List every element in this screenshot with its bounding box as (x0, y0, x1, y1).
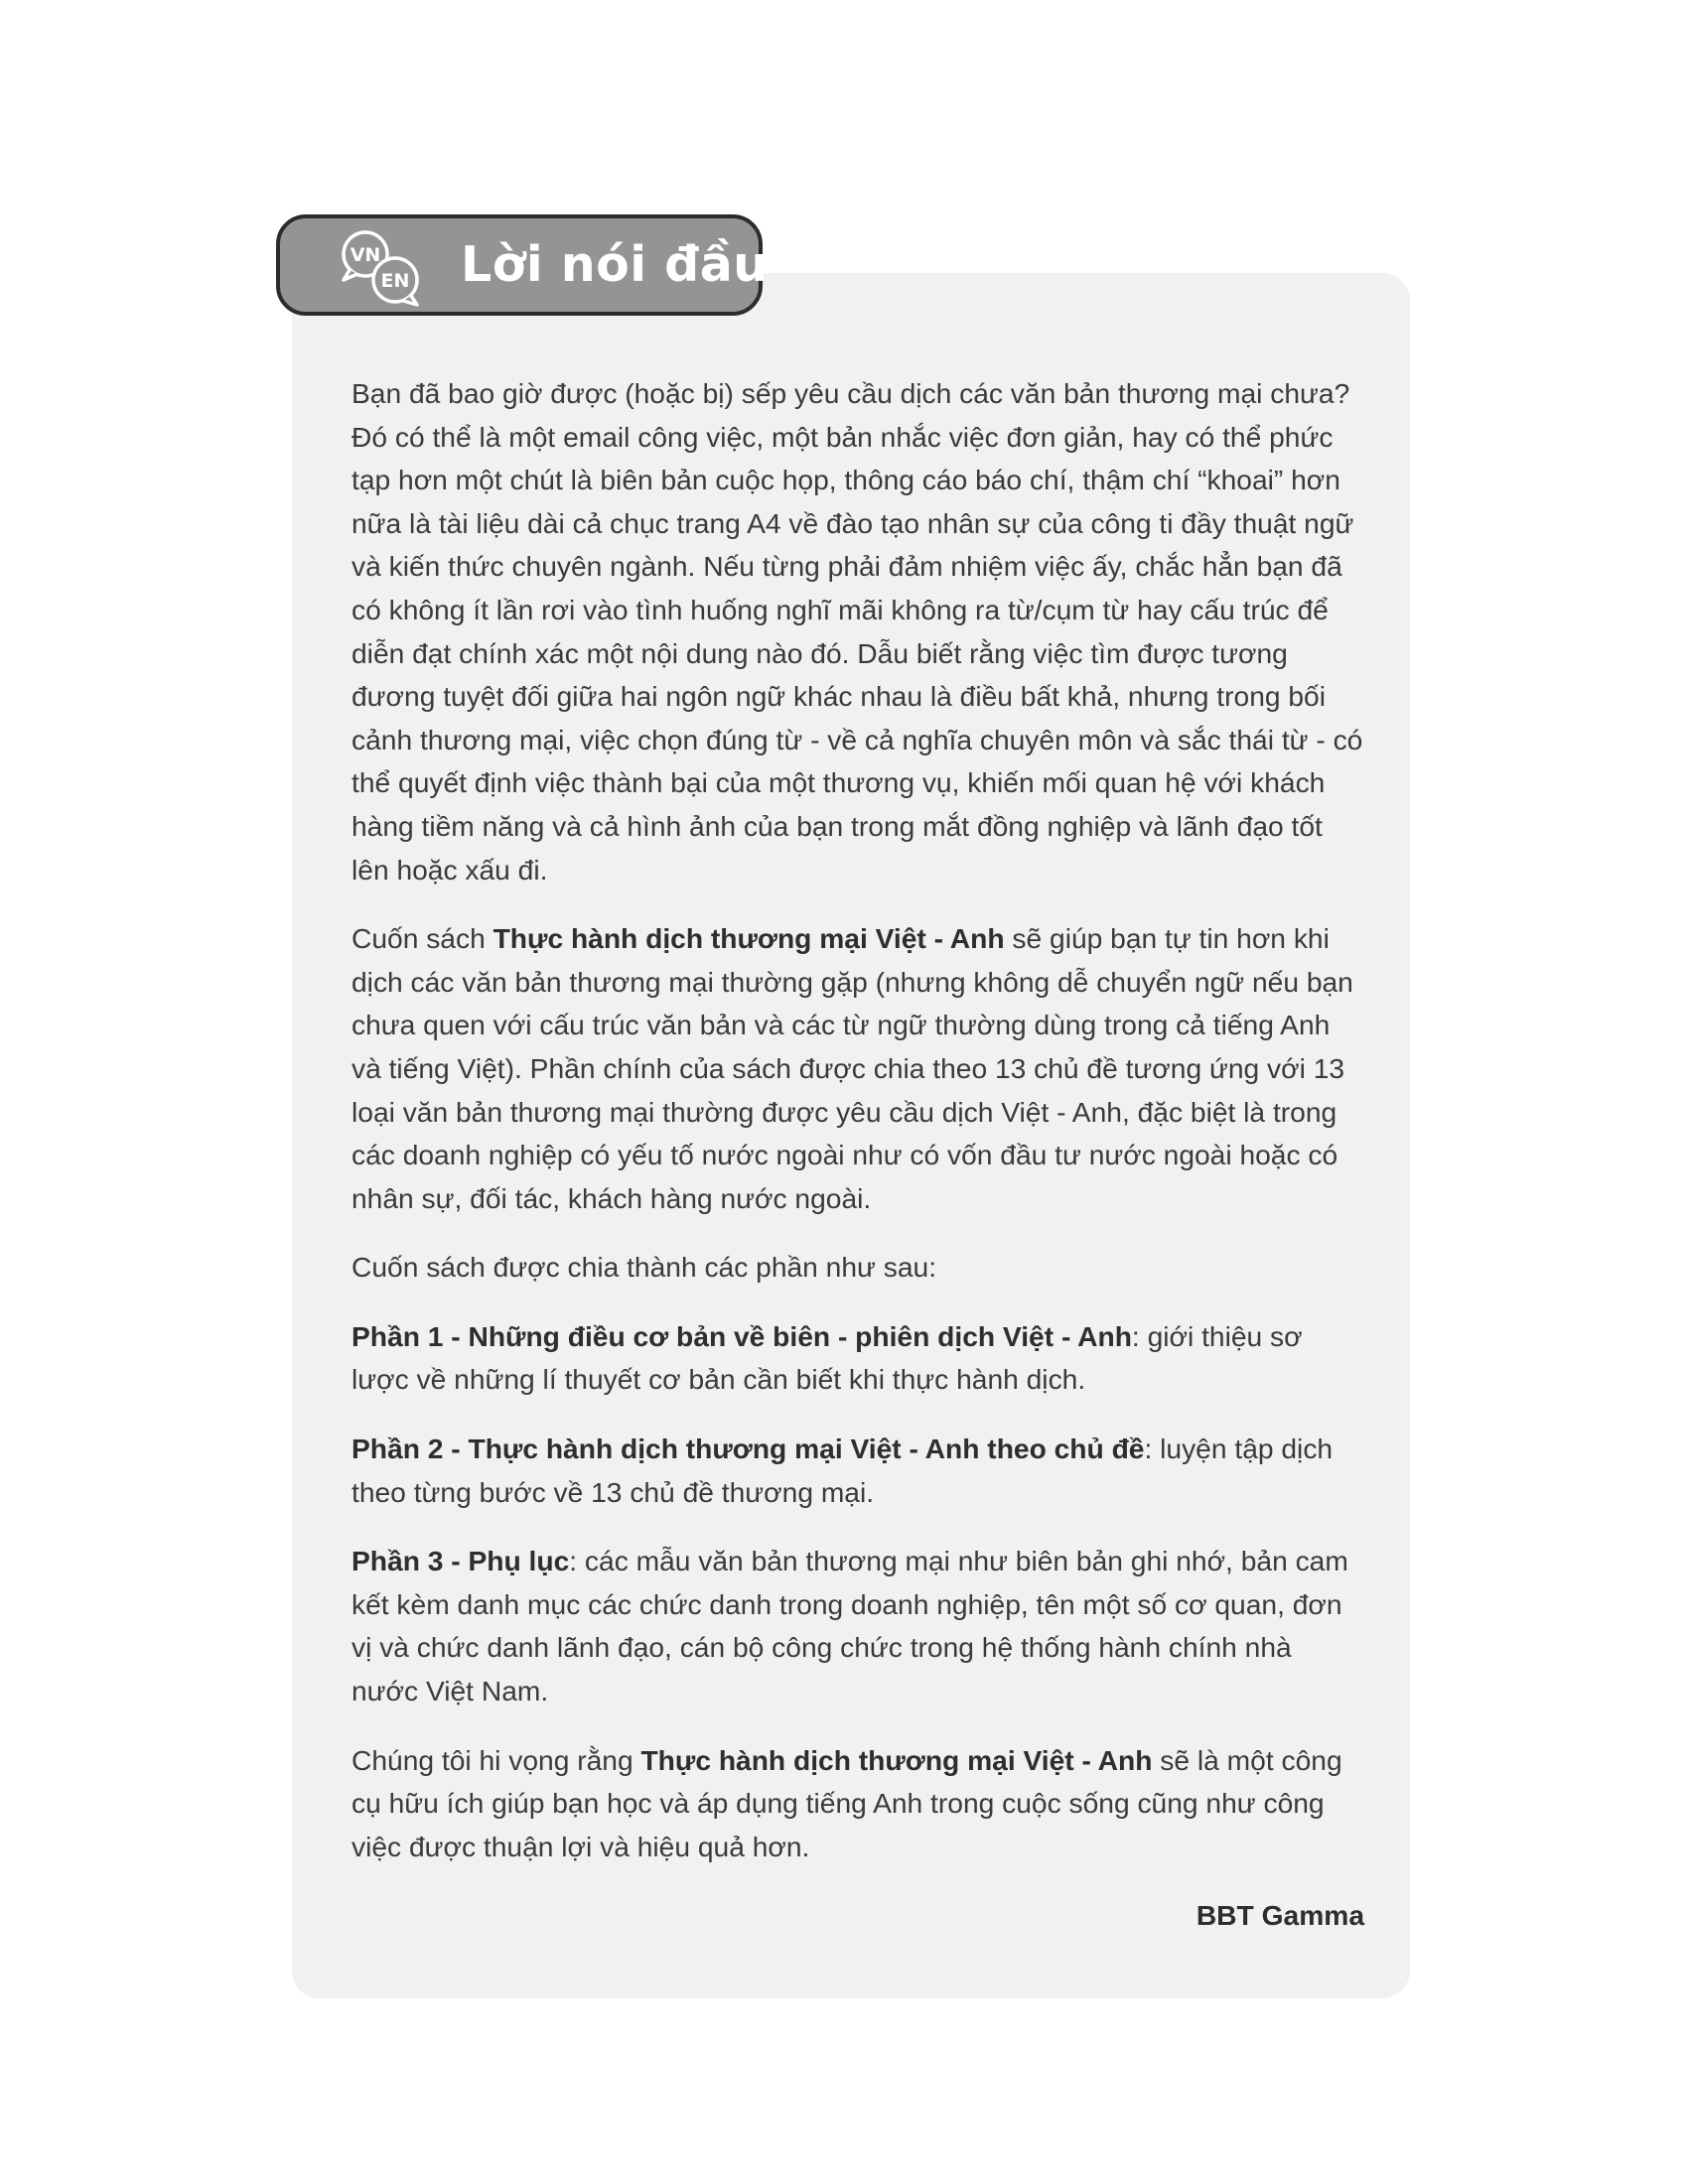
paragraph-closing: Chúng tôi hi vọng rằng Thực hành dịch thương mại Việt - Anh sẽ là một công cụ hữu ích giúp bạn học và áp dụng tiếng Anh trong cuộc sống cũng như công việc được thuận lợi và hiệu quả hơn. (352, 1743, 1342, 1862)
paragraph-part-2: Phần 2 - Thực hành dịch thương mại Việt - Anh theo chủ đề: luyện tập dịch theo từng bước về 13 chủ đề thương mại. (352, 1433, 1334, 1508)
page-title: Lời nói đầu (461, 236, 769, 293)
paragraph-part-3: Phần 3 - Phụ lục: các mẫu văn bản thương mại như biên bản ghi nhớ, bản cam kết kèm danh mục các chức danh trong doanh nghiệp, tên một số cơ quan, đơn vị và chức danh lãnh đạo, cán bộ công chức trong hệ thống hành chính nhà nước Việt Nam. (352, 1545, 1348, 1707)
paragraph-part-1: Phần 1 - Những điều cơ bản về biên - phiên dịch Việt - Anh: giới thiệu sơ lược về những lí thuyết cơ bản cần biết khi thực hành dịch. (352, 1319, 1303, 1396)
preface-body (352, 372, 1364, 1938)
book-title: Thực hành dịch thương mại Việt - Anh (640, 1743, 1153, 1776)
part-1-title: Phần 1 - Những điều cơ bản về biên - phiên dịch Việt - Anh (352, 1319, 1132, 1352)
book-title: Thực hành dịch thương mại Việt - Anh (492, 922, 1005, 955)
vn-en-translate-icon (336, 228, 425, 308)
icon-text-en: EN (380, 270, 410, 292)
part-3-title: Phần 3 - Phụ lục (352, 1545, 570, 1577)
paragraph-structure-intro: Cuốn sách được chia thành các phần như sau: (352, 1251, 937, 1284)
paragraph-intro: Bạn đã bao giờ được (hoặc bị) sếp yêu cầu dịch các văn bản thương mại chưa? Đó có thể là một email công việc, một bản nhắc việc đơn giản, hay có thể phức tạp hơn một chút là biên bản cuộc họp, thông cáo báo chí, thậm chí “khoai” hơn nữa là tài liệu dài cả chục trang A4 về đào tạo nhân sự của công ti đầy thuật ngữ và kiến thức chuyên ngành. Nếu từng phải đảm nhiệm việc ấy, chắc hẳn bạn đã có không ít lần rơi vào tình huống nghĩ mãi không ra từ/cụm từ hay cấu trúc để diễn đạt chính xác một nội dung nào đó. Dẫu biết rằng việc tìm được tương đương tuyệt đối giữa hai ngôn ngữ khác nhau là điều bất khả, nhưng trong bối cảnh thương mại, việc chọn đúng từ - về cả nghĩa chuyên môn và sắc thái từ - có thể quyết định việc thành bại của một thương vụ, khiến mối quan hệ với khách hàng tiềm năng và cả hình ảnh của bạn trong mắt đồng nghiệp và lãnh đạo tốt lên hoặc xấu đi. (352, 377, 1363, 886)
section-header (276, 214, 769, 316)
icon-text-vn: VN (350, 244, 381, 266)
paragraph-book-description: Cuốn sách Thực hành dịch thương mại Việt - Anh sẽ giúp bạn tự tin hơn khi dịch các văn bản thương mại thường gặp (nhưng không dễ chuyển ngữ nếu bạn chưa quen với cấu trúc văn bản và các từ ngữ thường dùng trong cả tiếng Anh và tiếng Việt). Phần chính của sách được chia theo 13 chủ đề tương ứng với 13 loại văn bản thương mại thường được yêu cầu dịch Việt - Anh, đặc biệt là trong các doanh nghiệp có yếu tố nước ngoài như có vốn đầu tư nước ngoài hoặc có nhân sự, đối tác, khách hàng nước ngoài. (352, 922, 1353, 1214)
part-2-title: Phần 2 - Thực hành dịch thương mại Việt - Anh theo chủ đề (352, 1433, 1145, 1465)
signature: BBT Gamma (1196, 1899, 1364, 1932)
